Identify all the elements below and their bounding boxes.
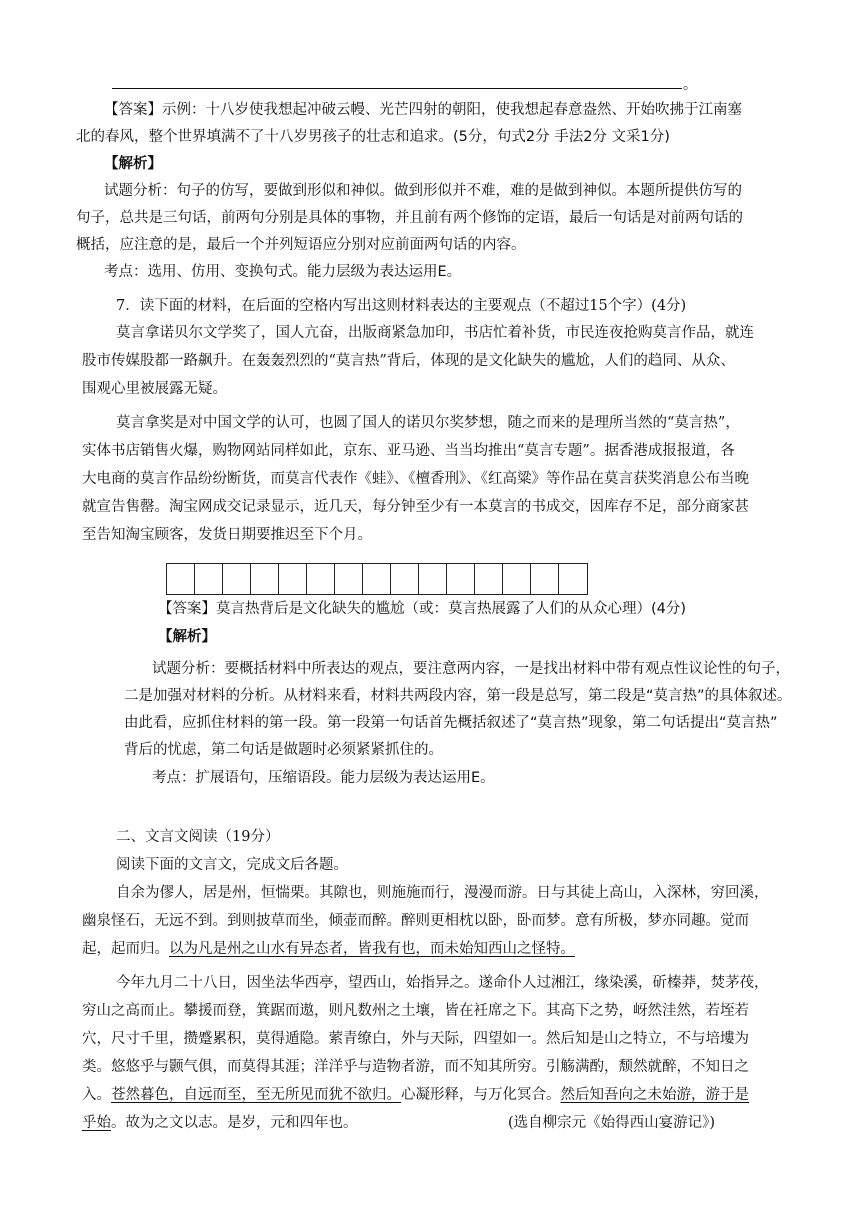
underlined-sentence: 苍然暮色，自远而至，至无所见而犹不欲归。	[111, 1087, 401, 1103]
answer-grid-cell[interactable]	[419, 564, 447, 594]
q7-material-p2-line-2: 实体书店销售火爆，购物网站同样如此，京东、亚马逊、当当均推出“莫言专题”。据香港成报报道，各	[82, 443, 735, 459]
q7-analysis-line-4: 背后的忧虑，第二句话是做题时必须紧紧抓住的。	[124, 742, 443, 758]
prev-jiexi-label: 【解析】	[104, 156, 162, 172]
answer-grid-cell[interactable]	[531, 564, 559, 594]
classical-text: 起，起而归。	[82, 941, 169, 957]
answer-grid-cell[interactable]	[503, 564, 531, 594]
prev-analysis-line-1: 试题分析：句子的仿写，要做到形似和神似。做到形似并不难，难的是做到神似。本题所提供仿写的	[104, 183, 742, 199]
classical-text: 。故为之文以志。是岁，元和四年也。	[111, 1115, 358, 1131]
answer-grid-cell[interactable]	[363, 564, 391, 594]
q7-material-p2-line-4: 就宣告售罄。淘宝网成交记录显示，近几天，每分钟至少有一本莫言的书成交，因库存不足，部分商家甚	[82, 499, 749, 515]
prev-kaodian: 考点：选用、仿用、变换句式。能力层级为表达运用E。	[104, 264, 462, 280]
q7-material-p1-line-3: 围观心里被展露无疑。	[82, 381, 227, 397]
section-instruction: 阅读下面的文言文，完成文后各题。	[116, 857, 348, 873]
q7-kaodian: 考点：扩展语句，压缩语段。能力层级为表达运用E。	[152, 770, 495, 786]
q7-question: 7．读下面的材料，在后面的空格内写出这则材料表达的主要观点（不超过15个字）(4分)	[116, 298, 687, 314]
q7-jiexi-label: 【解析】	[158, 629, 216, 645]
q7-material-p1-line-2: 股市传媒股都一路飙升。在轰轰烈烈的“莫言热”背后，体现的是文化缺失的尴尬，人们的趋同、从众、	[82, 353, 735, 369]
underlined-sentence: 以为凡是州之山水有异态者，皆我有也，	[169, 941, 430, 957]
underlined-sentence: 而未始知西山之怪特。	[430, 941, 575, 957]
answer-grid-cell[interactable]	[279, 564, 307, 594]
answer-grid-cell[interactable]	[195, 564, 223, 594]
answer-grid-cell[interactable]	[251, 564, 279, 594]
prev-analysis-line-3: 概括，应注意的是，最后一个并列短语应分别对应前面两句话的内容。	[76, 237, 526, 253]
prev-analysis-line-2: 句子，总共是三句话，前两句分别是具体的事物，并且前有两个修饰的定语，最后一句话是对前两句话的	[76, 210, 743, 226]
answer-grid-cell[interactable]	[307, 564, 335, 594]
sentence-end-mark: 。	[683, 77, 697, 93]
underlined-sentence: 乎始	[82, 1115, 111, 1131]
answer-grid-cell[interactable]	[475, 564, 503, 594]
classical-p2-line-1: 今年九月二十八日，因坐法华西亭，望西山，始指异之。遂命仆人过湘江，缘染溪，斫榛莽，焚茅茷，	[116, 975, 769, 991]
section-heading: 二、文言文阅读（19分）	[116, 829, 280, 845]
answer-grid-cell[interactable]	[559, 564, 587, 594]
classical-p2-line-4: 类。悠悠乎与颢气俱，而莫得其涯；洋洋乎与造物者游，而不知其所穷。引觞满酌，颓然就醉，不知日之	[82, 1059, 749, 1075]
classical-p2-line-2: 穷山之高而止。攀援而登，箕踞而遨，则凡数州之土壤，皆在衽席之下。其高下之势，岈然洼然，若垤若	[82, 1003, 749, 1019]
classical-p2-line-6	[82, 1113, 358, 1133]
classical-p2-line-3: 穴，尺寸千里，攒蹙累积，莫得遁隐。萦青缭白，外与天际，四望如一。然后知是山之特立，不与培塿为	[82, 1031, 749, 1047]
q7-material-p2-line-3: 大电商的莫言作品纷纷断货，而莫言代表作《蛙》、《檀香刑》、《红高粱》等作品在莫言获奖消息公布当晚	[82, 471, 749, 487]
q7-analysis-line-1: 试题分析：要概括材料中所表达的观点，要注意两内容，一是找出材料中带有观点性议论性的句子，	[152, 661, 790, 677]
answer-grid-cell[interactable]	[223, 564, 251, 594]
classical-p1-line-1: 自余为僇人，居是州，恒惴栗。其隙也，则施施而行，漫漫而游。日与其徒上高山，入深林，穷回溪，	[116, 885, 769, 901]
q7-material-p2-line-5: 至告知淘宝顾客，发货日期要推迟至下个月。	[82, 527, 372, 543]
q7-material-p2-line-1: 莫言拿奖是对中国文学的认可，也圆了国人的诺贝尔奖梦想，随之而来的是理所当然的“莫言热”，	[116, 415, 740, 431]
classical-text: 心凝形释，与万化冥合。	[401, 1087, 561, 1103]
answer-grid-cell[interactable]	[335, 564, 363, 594]
classical-p2-line-5	[82, 1085, 749, 1105]
classical-p1-line-2: 幽泉怪石，无远不到。到则披草而坐，倾壶而醉。醉则更相枕以卧，卧而梦。意有所极，梦亦同趣。觉而	[82, 913, 749, 929]
answer-grid-cell[interactable]	[447, 564, 475, 594]
answer-blank-line	[112, 88, 682, 89]
q7-analysis-line-3: 由此看，应抓住材料的第一段。第一段第一句话首先概括叙述了“莫言热”现象，第二句话提出“莫言热”	[124, 715, 778, 731]
q7-material-p1-line-1: 莫言拿诺贝尔文学奖了，国人亢奋，出版商紧急加印，书店忙着补货，市民连夜抢购莫言作品，就连	[116, 325, 754, 341]
answer-grid-cell[interactable]	[167, 564, 195, 594]
q7-answer: 【答案】莫言热背后是文化缺失的尴尬（或：莫言热展露了人们的从众心理）(4分)	[158, 601, 687, 617]
underlined-sentence: 然后知吾向之未始游，游于是	[560, 1087, 749, 1103]
q7-analysis-line-2: 二是加强对材料的分析。从材料来看，材料共两段内容，第一段是总写，第二段是“莫言热”的具体叙述。	[124, 688, 792, 704]
prev-answer-line-2: 北的春风，整个世界填满不了十八岁男孩子的壮志和追求。(5分，句式2分 手法2分 文采1分)	[76, 129, 670, 145]
source-citation: (选自柳宗元《始得西山宴游记》)	[508, 1115, 716, 1131]
answer-grid-cell[interactable]	[391, 564, 419, 594]
classical-p1-line-3	[82, 939, 575, 959]
classical-text: 入。	[82, 1087, 111, 1103]
answer-grid[interactable]	[166, 563, 588, 595]
prev-answer-line-1: 【答案】示例：十八岁使我想起冲破云幔、光芒四射的朝阳，使我想起春意盎然、开始吹拂于江南塞	[104, 102, 742, 118]
